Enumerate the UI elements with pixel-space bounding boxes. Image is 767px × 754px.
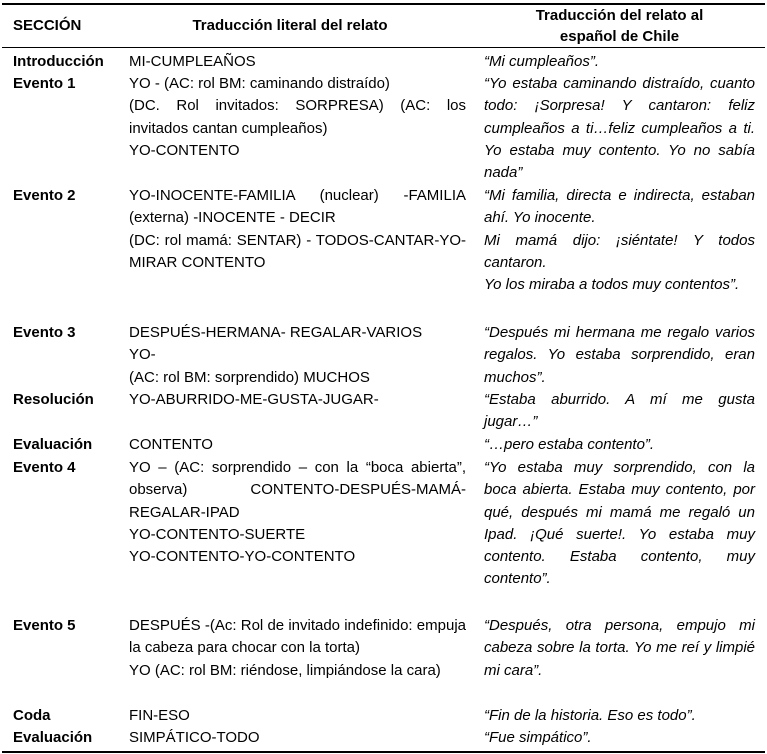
chile-paragraph: “Después, otra persona, empujo mi cabeza sobre la torta. Yo me reí y limpié mi cara”. xyxy=(484,617,755,679)
section-evento-2: Evento 2 xyxy=(13,187,76,204)
chile-paragraph: “Mi cumpleaños”. xyxy=(484,53,600,70)
literal-evento-3 xyxy=(129,322,466,389)
chile-paragraph: “Mi familia, directa e indirecta, estaban ahí. Yo inocente. xyxy=(484,187,755,227)
literal-line: (DC: rol mamá: SENTAR) - TODOS-CANTAR-YO-MIRAR CONTENTO xyxy=(129,231,466,271)
chile-paragraph: “Fin de la historia. Eso es todo”. xyxy=(484,707,696,724)
literal-line: YO-INOCENTE-FAMILIA (nuclear) -FAMILIA (externa) -INOCENTE - DECIR xyxy=(129,187,466,227)
literal-line: DESPUÉS-HERMANA- REGALAR-VARIOS xyxy=(129,324,423,341)
chile-evaluacion xyxy=(484,434,755,456)
literal-evaluacion-final xyxy=(129,727,466,749)
chile-paragraph: “Yo estaba muy sorprendido, con la boca abierta. Estaba muy contento, por qué, después mi mamá me regaló un Ipad. ¡Qué suerte!. Yo estaba muy contento. Estaba contento, muy contento”. xyxy=(484,459,755,588)
literal-introduccion xyxy=(129,51,466,73)
header-rule xyxy=(2,47,765,48)
section-evaluacion: Evaluación xyxy=(13,436,93,453)
literal-line: (AC: rol BM: sorprendido) MUCHOS xyxy=(129,368,370,386)
chile-evento-2 xyxy=(484,185,755,296)
literal-evento-5 xyxy=(129,615,466,682)
literal-line: YO-ABURRIDO-ME-GUSTA-JUGAR- xyxy=(129,391,379,408)
header-chile-line1: Traducción del relato al xyxy=(535,7,704,24)
section-evento-1: Evento 1 xyxy=(13,75,76,92)
header-literal: Traducción literal del relato xyxy=(192,17,388,34)
literal-resolucion xyxy=(129,389,466,411)
chile-evento-3 xyxy=(484,322,755,389)
chile-paragraph: “…pero estaba contento”. xyxy=(484,436,655,453)
literal-line: DESPUÉS -(Ac: Rol de invitado indefinido: empuja la cabeza para chocar con la torta) xyxy=(129,617,466,657)
literal-evaluacion xyxy=(129,434,466,456)
chile-introduccion xyxy=(484,51,755,73)
bottom-rule xyxy=(2,751,765,753)
literal-line: MI-CUMPLEAÑOS xyxy=(129,53,256,70)
literal-evento-2 xyxy=(129,185,466,274)
chile-evento-5 xyxy=(484,615,755,682)
literal-line: (DC. Rol invitados: SORPRESA) (AC: los invitados cantan cumpleaños) xyxy=(129,97,466,137)
chile-evento-1 xyxy=(484,73,755,184)
literal-line: SIMPÁTICO-TODO xyxy=(129,729,260,746)
section-evaluacion-final: Evaluación xyxy=(13,729,93,746)
chile-resolucion xyxy=(484,389,755,434)
section-evento-5: Evento 5 xyxy=(13,617,76,634)
chile-paragraph: Mi mamá dijo: ¡siéntate! Y todos cantaron. xyxy=(484,231,755,271)
section-coda: Coda xyxy=(13,707,51,724)
literal-line: YO - (AC: rol BM: caminando distraído) xyxy=(129,75,390,92)
literal-evento-1 xyxy=(129,73,466,162)
literal-line: YO (AC: rol BM: riéndose, limpiándose la cara) xyxy=(129,661,441,679)
chile-paragraph: “Yo estaba caminando distraído, cuanto todo: ¡Sorpresa! Y cantaron: feliz cumpleaños a ti…feliz cumpleaños a ti. Yo estaba muy contento. Yo no sabía nada” xyxy=(484,75,755,182)
chile-coda xyxy=(484,705,755,727)
literal-line: CONTENTO xyxy=(129,436,213,453)
section-evento-3: Evento 3 xyxy=(13,324,76,341)
literal-line: YO-CONTENTO-YO-CONTENTO xyxy=(129,548,356,566)
header-chile xyxy=(484,5,755,47)
section-evento-4: Evento 4 xyxy=(13,459,76,476)
literal-line: YO- xyxy=(129,346,156,364)
literal-evento-4 xyxy=(129,457,466,568)
chile-paragraph: Yo los miraba a todos muy contentos”. xyxy=(484,276,740,294)
chile-evaluacion-final xyxy=(484,727,755,749)
literal-line: YO – (AC: sorprendido – con la “boca abierta”, observa) CONTENTO-DESPUÉS-MAMÁ-REGALAR-IPAD xyxy=(129,459,466,521)
literal-coda xyxy=(129,705,466,727)
section-introduccion: Introducción xyxy=(13,53,104,70)
chile-evento-4 xyxy=(484,457,755,591)
chile-paragraph: “Estaba aburrido. A mí me gusta jugar…” xyxy=(484,391,755,431)
literal-line: YO-CONTENTO xyxy=(129,141,240,159)
section-resolucion: Resolución xyxy=(13,391,94,408)
header-seccion: SECCIÓN xyxy=(13,17,82,34)
literal-line: YO-CONTENTO-SUERTE xyxy=(129,525,306,543)
chile-paragraph: “Fue simpático”. xyxy=(484,729,592,746)
header-chile-line2: español de Chile xyxy=(559,28,680,45)
chile-paragraph: “Después mi hermana me regalo varios regalos. Yo estaba sorprendido, eran muchos”. xyxy=(484,324,755,386)
literal-line: FIN-ESO xyxy=(129,707,190,724)
